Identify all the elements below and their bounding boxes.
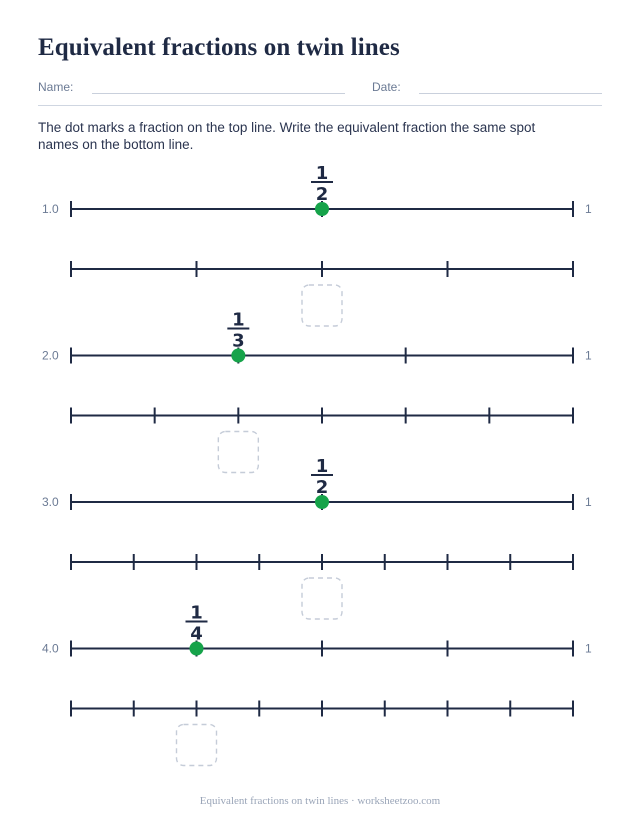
answer-box[interactable] [177, 725, 217, 766]
end-label: 1 [585, 641, 592, 656]
fraction-numerator: 1 [315, 163, 329, 184]
problem-number: 4.0 [42, 641, 59, 656]
end-label: 1 [585, 495, 592, 509]
fraction-denominator: 3 [232, 330, 245, 352]
problem-number: 1.0 [42, 202, 59, 216]
problem-number: 2.0 [42, 348, 59, 363]
fraction-denominator: 2 [315, 184, 329, 205]
answer-box[interactable] [218, 432, 258, 473]
end-label: 1 [585, 348, 592, 363]
fraction-denominator: 4 [190, 623, 203, 645]
name-label: Name: [38, 80, 74, 94]
worksheet-title: Equivalent fractions on twin lines [38, 34, 400, 61]
answer-box[interactable] [302, 578, 342, 619]
answer-box[interactable] [302, 285, 342, 326]
instructions: The dot marks a fraction on the top line. Write the equivalent fraction the same spot names on the bottom line. [38, 120, 536, 152]
fraction-numerator: 1 [190, 602, 203, 624]
end-label: 1 [585, 202, 592, 216]
problem-number: 3.0 [42, 495, 59, 509]
date-label: Date: [372, 80, 401, 94]
fraction-numerator: 1 [315, 456, 329, 477]
footer: Equivalent fractions on twin lines · worksheetzoo.com [199, 795, 441, 807]
fraction-numerator: 1 [232, 309, 245, 331]
fraction-denominator: 2 [315, 477, 329, 498]
